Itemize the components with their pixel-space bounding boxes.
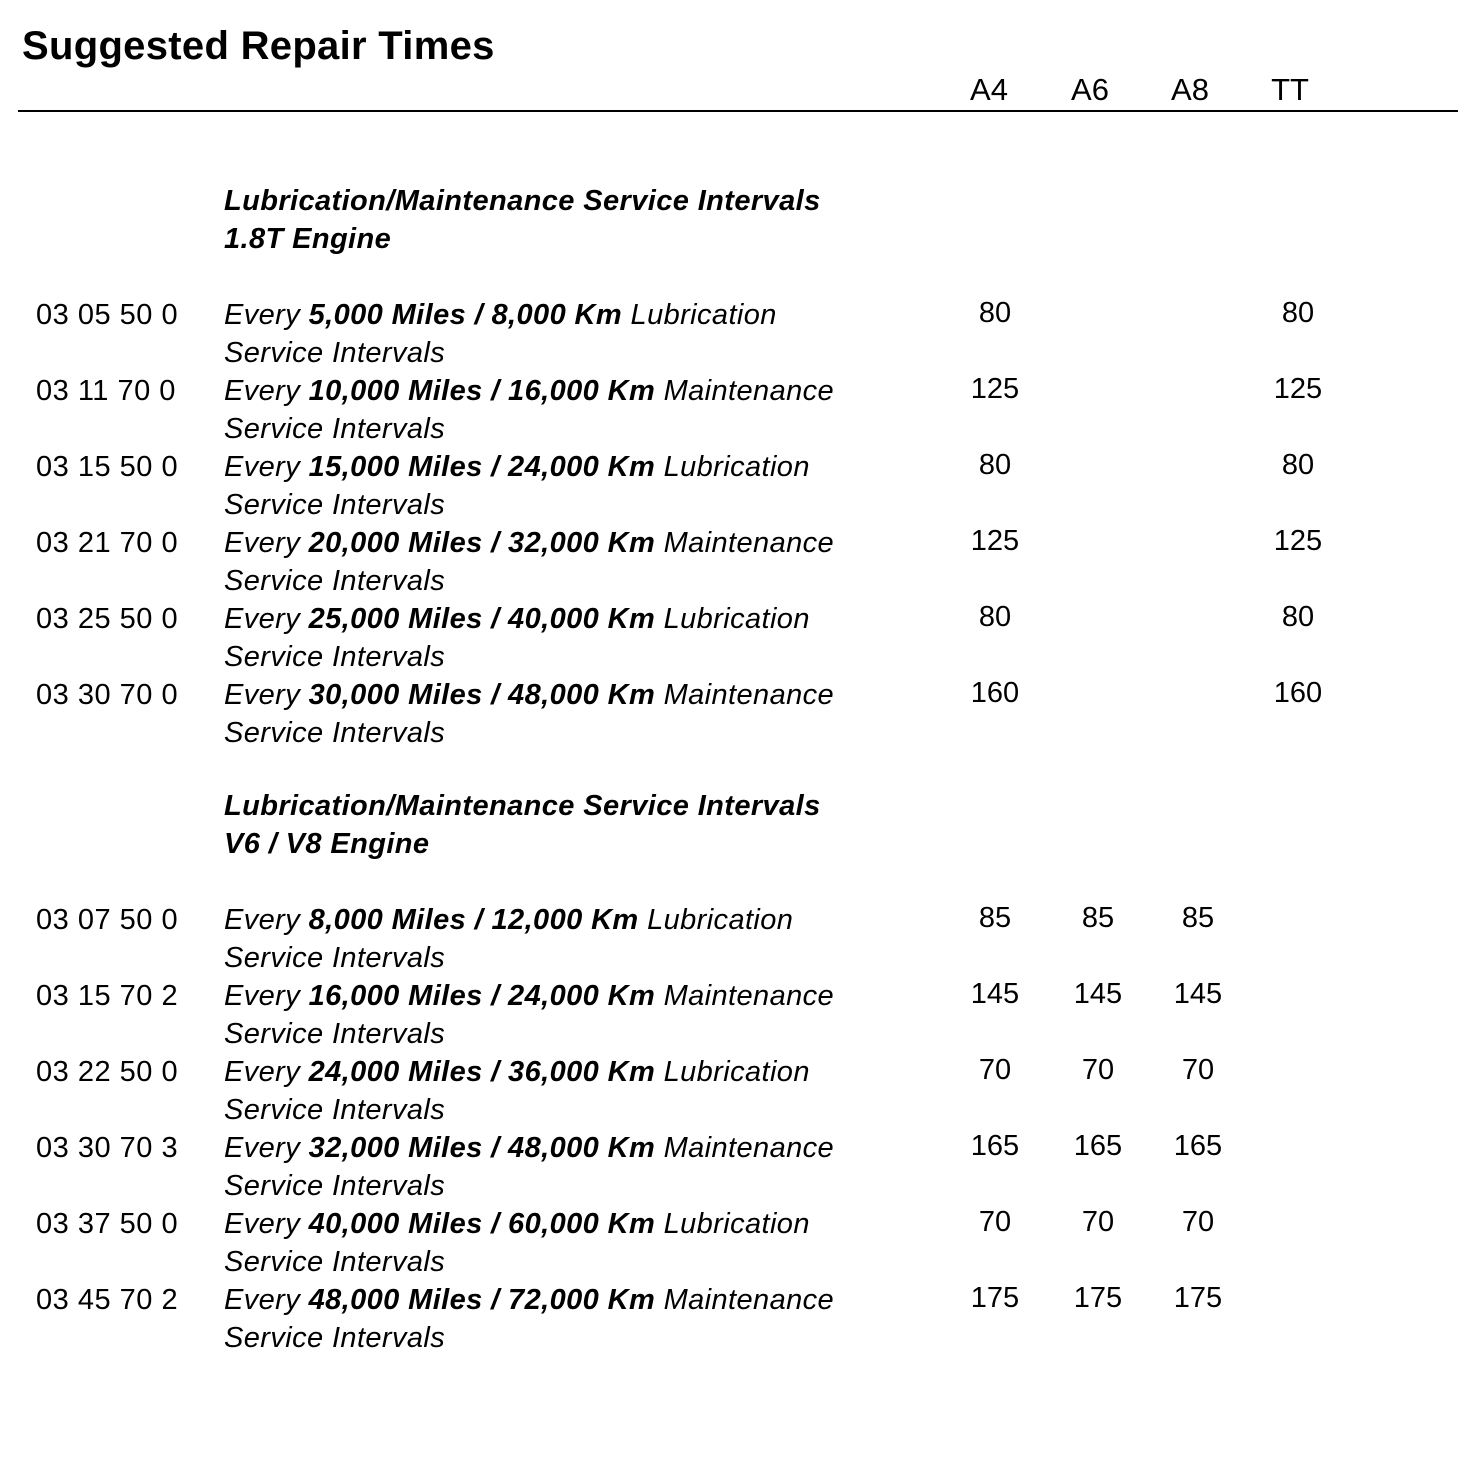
description-line2: Service Intervals [224,1018,446,1050]
table-row [0,977,1472,1053]
description-prefix: Every [224,679,309,711]
description-line1 [224,676,834,714]
description-prefix: Every [224,1056,309,1088]
time-a8: 70 [1181,1054,1215,1086]
time-a4: 145 [970,978,1020,1010]
time-a6: 145 [1073,978,1123,1010]
service-type: Lubrication [638,904,794,936]
time-a4: 80 [978,297,1012,329]
operation-code: 03 22 50 0 [36,1056,179,1088]
description-prefix: Every [224,603,309,635]
section-1-rows [0,296,1472,752]
section-heading [224,787,821,863]
operation-code: 03 37 50 0 [36,1208,179,1240]
page-title: Suggested Repair Times [22,24,495,68]
description-prefix: Every [224,980,309,1012]
time-tt: 80 [1281,449,1315,481]
table-row [0,1053,1472,1129]
table-row [0,1129,1472,1205]
description-prefix: Every [224,904,309,936]
time-tt: 80 [1281,297,1315,329]
table-row [0,372,1472,448]
time-tt: 160 [1273,677,1323,709]
description-prefix: Every [224,527,309,559]
interval-distance: 32,000 Miles / 48,000 Km [308,1132,656,1164]
table-row [0,524,1472,600]
service-type: Maintenance [655,527,835,559]
service-type: Maintenance [655,1132,835,1164]
description-line2: Service Intervals [224,413,446,445]
table-row [0,600,1472,676]
service-type: Lubrication [655,451,810,483]
description-line1 [224,977,834,1015]
interval-distance: 15,000 Miles / 24,000 Km [308,451,656,483]
table-row [0,448,1472,524]
operation-code: 03 11 70 0 [36,375,176,407]
service-type: Maintenance [655,375,835,407]
interval-distance: 25,000 Miles / 40,000 Km [308,603,656,635]
time-a4: 80 [978,449,1012,481]
operation-code: 03 15 50 0 [36,451,179,483]
service-type: Lubrication [655,1056,810,1088]
description-line1 [224,1129,834,1167]
section-heading-line1: Lubrication/Maintenance Service Intervals [224,790,821,822]
description-line2: Service Intervals [224,337,446,369]
interval-description [224,977,834,1053]
time-a6: 165 [1073,1130,1123,1162]
description-line2: Service Intervals [224,942,446,974]
table-row [0,676,1472,752]
interval-description [224,676,834,752]
operation-code: 03 45 70 2 [36,1284,179,1316]
operation-code: 03 30 70 0 [36,679,179,711]
operation-code: 03 30 70 3 [36,1132,179,1164]
interval-description [224,600,810,676]
service-type: Maintenance [655,679,835,711]
time-a4: 160 [970,677,1020,709]
time-a4: 125 [970,525,1020,557]
table-row [0,296,1472,372]
description-line2: Service Intervals [224,489,446,521]
time-tt: 125 [1273,525,1323,557]
description-line1 [224,372,834,410]
service-type: Maintenance [655,980,835,1012]
operation-code: 03 05 50 0 [36,299,179,331]
interval-distance: 16,000 Miles / 24,000 Km [308,980,656,1012]
interval-distance: 10,000 Miles / 16,000 Km [308,375,656,407]
description-line1 [224,901,793,939]
time-a6: 70 [1081,1054,1115,1086]
description-line2: Service Intervals [224,717,446,749]
description-line2: Service Intervals [224,641,446,673]
time-a8: 85 [1181,902,1215,934]
time-a4: 70 [978,1206,1012,1238]
description-line1 [224,524,834,562]
header-rule [18,110,1458,112]
interval-distance: 20,000 Miles / 32,000 Km [308,527,656,559]
service-type: Maintenance [655,1284,835,1316]
description-line1 [224,1205,810,1243]
time-a8: 175 [1173,1282,1223,1314]
time-a8: 70 [1181,1206,1215,1238]
time-a4: 80 [978,601,1012,633]
operation-code: 03 07 50 0 [36,904,179,936]
column-header-tt: TT [1271,72,1309,107]
operation-code: 03 15 70 2 [36,980,179,1012]
interval-distance: 48,000 Miles / 72,000 Km [308,1284,656,1316]
description-line2: Service Intervals [224,1246,446,1278]
time-a4: 70 [978,1054,1012,1086]
description-prefix: Every [224,299,309,331]
description-prefix: Every [224,1208,309,1240]
description-line2: Service Intervals [224,1170,446,1202]
interval-description [224,372,834,448]
time-a4: 85 [978,902,1012,934]
description-prefix: Every [224,451,309,483]
interval-description [224,1053,810,1129]
description-line1 [224,448,810,486]
section-heading-line1: Lubrication/Maintenance Service Intervals [224,185,821,217]
section-heading-line2: 1.8T Engine [224,223,392,255]
time-a4: 175 [970,1282,1020,1314]
interval-distance: 5,000 Miles / 8,000 Km [308,299,623,331]
time-a4: 125 [970,373,1020,405]
interval-description [224,1281,834,1357]
interval-description [224,1129,834,1205]
interval-distance: 40,000 Miles / 60,000 Km [308,1208,656,1240]
description-line2: Service Intervals [224,1094,446,1126]
service-type: Lubrication [655,1208,810,1240]
column-header-a8: A8 [1171,72,1209,107]
table-row [0,901,1472,977]
interval-description [224,901,793,977]
description-prefix: Every [224,1284,309,1316]
table-row [0,1205,1472,1281]
section-2-rows [0,901,1472,1357]
service-type: Lubrication [655,603,810,635]
interval-distance: 30,000 Miles / 48,000 Km [308,679,656,711]
time-a6: 85 [1081,902,1115,934]
time-tt: 80 [1281,601,1315,633]
description-line2: Service Intervals [224,565,446,597]
time-tt: 125 [1273,373,1323,405]
description-line1 [224,1053,810,1091]
interval-description [224,1205,810,1281]
time-a8: 145 [1173,978,1223,1010]
description-line2: Service Intervals [224,1322,446,1354]
time-a6: 70 [1081,1206,1115,1238]
service-type: Lubrication [622,299,777,331]
description-line1 [224,600,810,638]
description-prefix: Every [224,1132,309,1164]
table-row [0,1281,1472,1357]
time-a6: 175 [1073,1282,1123,1314]
operation-code: 03 21 70 0 [36,527,179,559]
interval-description [224,524,834,600]
description-line1 [224,1281,834,1319]
section-heading-line2: V6 / V8 Engine [224,828,430,860]
interval-description [224,296,777,372]
description-prefix: Every [224,375,309,407]
interval-distance: 8,000 Miles / 12,000 Km [308,904,639,936]
column-header-a6: A6 [1071,72,1109,107]
section-heading [224,182,821,258]
interval-distance: 24,000 Miles / 36,000 Km [308,1056,656,1088]
operation-code: 03 25 50 0 [36,603,179,635]
column-header-a4: A4 [970,72,1008,107]
description-line1 [224,296,777,334]
time-a4: 165 [970,1130,1020,1162]
interval-description [224,448,810,524]
time-a8: 165 [1173,1130,1223,1162]
